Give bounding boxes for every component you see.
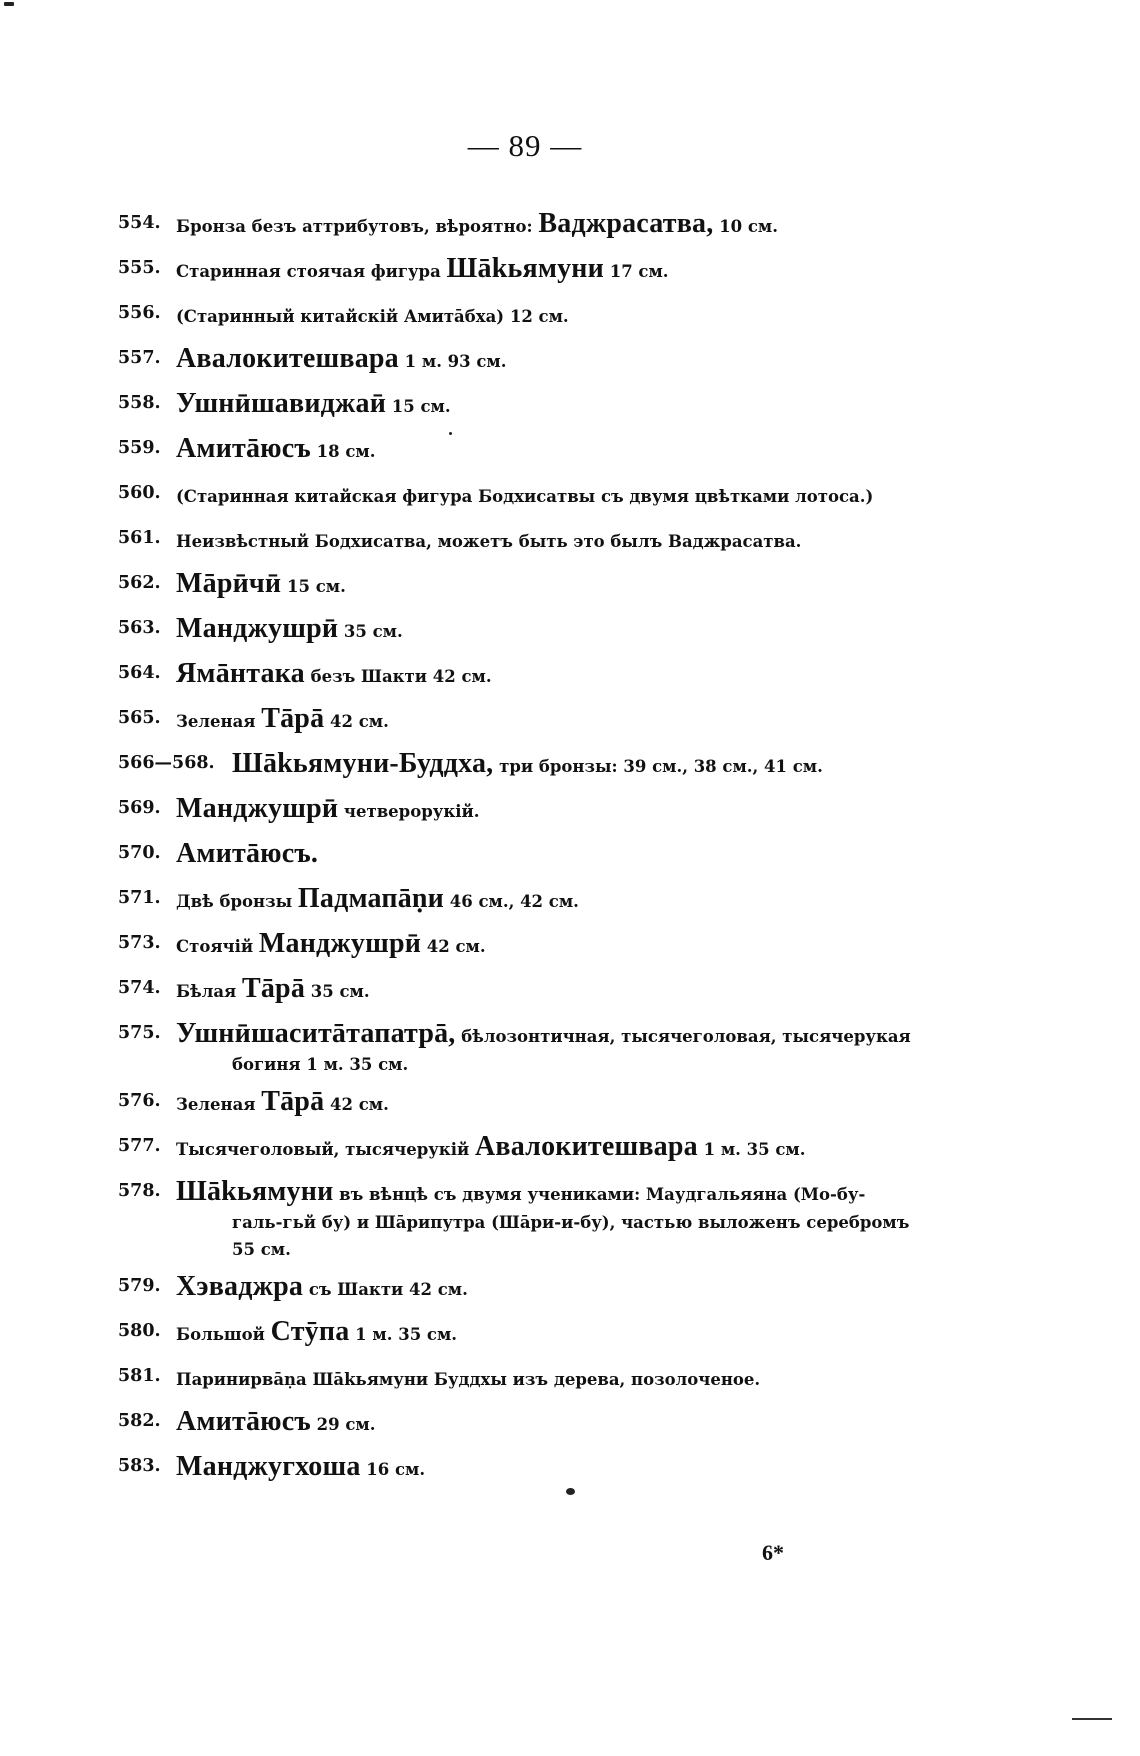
list-item: [118, 1408, 968, 1453]
list-item: [118, 750, 968, 795]
entry-number: 574.: [118, 978, 161, 998]
list-item: [118, 1020, 968, 1088]
entry-name: Тāрā: [261, 1086, 325, 1117]
list-item: [118, 570, 968, 615]
list-item: [118, 1178, 968, 1273]
entry-name: Манджушрӣ: [258, 928, 422, 959]
entry-text: безъ Шакти 42 см.: [304, 667, 492, 686]
entry-number: 560.: [118, 483, 161, 503]
entry-text: 42 см.: [324, 1095, 389, 1114]
list-item: [118, 1133, 968, 1178]
list-item: [118, 660, 968, 705]
list-item: [118, 300, 968, 345]
entry-text: Старинная стоячая фигура: [176, 262, 447, 281]
entry-number: 563.: [118, 618, 161, 638]
entry-text: Большой: [176, 1325, 271, 1344]
entry-text: 42 см.: [324, 712, 389, 731]
entry-text: (Старинный китайскій Амитāбха) 12 см.: [176, 307, 569, 326]
entry-name: Амитāюсъ: [176, 433, 311, 464]
page-number: — 89 —: [467, 128, 583, 163]
entry-number: 566—568.: [118, 753, 215, 773]
entry-name: Манджугхоша: [176, 1451, 361, 1482]
entry-number: 564.: [118, 663, 161, 683]
entry-number: 561.: [118, 528, 161, 548]
scan-speck: [4, 2, 14, 6]
entry-text: Бѣлая: [176, 982, 242, 1001]
entry-text: Стоячій: [176, 937, 259, 956]
entry-text: 16 см.: [360, 1460, 426, 1479]
entry-number: 583.: [118, 1456, 161, 1476]
entry-name: Стӯпа: [270, 1316, 350, 1347]
list-item: [118, 1363, 968, 1408]
list-item: [118, 930, 968, 975]
list-item: [118, 975, 968, 1020]
entry-text: четверорукій.: [338, 802, 480, 821]
entry-text: въ вѣнцѣ съ двумя учениками: Маудгальяяна (Мо-бу-: [333, 1185, 866, 1204]
list-item: [118, 345, 968, 390]
list-item: [118, 1273, 968, 1318]
entry-number: 575.: [118, 1023, 161, 1043]
entry-continuation: богиня 1 м. 35 см.: [232, 1055, 409, 1074]
entry-text: Зеленая: [176, 1095, 262, 1114]
entry-text: Неизвѣстный Бодхисатва, можетъ быть это былъ Ваджрасатва.: [176, 532, 802, 551]
list-item: [118, 255, 968, 300]
entry-text: Зеленая: [176, 712, 262, 731]
catalogue-entries: [118, 210, 968, 1498]
entry-number: 577.: [118, 1136, 161, 1156]
entry-text: 17 см.: [603, 262, 669, 281]
entry-number: 570.: [118, 843, 161, 863]
entry-text: (Старинная китайская фигура Бодхисатвы съ двумя цвѣтками лотоса.): [176, 487, 874, 506]
entry-text: три бронзы: 39 см., 38 см., 41 см.: [493, 757, 823, 776]
list-item: [118, 795, 968, 840]
entry-name: Манджушрӣ: [176, 793, 339, 824]
list-item: [118, 1318, 968, 1363]
entry-number: 576.: [118, 1091, 161, 1111]
list-item: [118, 705, 968, 750]
list-item: [118, 390, 968, 435]
entry-number: 558.: [118, 393, 161, 413]
entry-number: 557.: [118, 348, 161, 368]
list-item: [118, 435, 968, 480]
entry-name: Шākьямуни: [176, 1176, 334, 1207]
entry-text: 15 см.: [281, 577, 346, 596]
entry-number: 578.: [118, 1181, 161, 1201]
list-item: [118, 885, 968, 930]
list-item: [118, 840, 968, 885]
list-item: [118, 615, 968, 660]
entry-name: Ваджрасатва,: [538, 208, 714, 239]
list-item: [118, 210, 968, 255]
list-item: [118, 1453, 968, 1498]
entry-text: 35 см.: [305, 982, 370, 1001]
entry-continuation: 55 см.: [232, 1240, 291, 1259]
entry-name: Ушнӣшаситāтапатрā,: [176, 1018, 456, 1049]
entry-text: Бронза безъ аттрибутовъ, вѣроятно:: [176, 217, 539, 236]
entry-name: Авалокитешвара: [474, 1131, 698, 1162]
entry-number: 556.: [118, 303, 161, 323]
entry-number: 554.: [118, 213, 161, 233]
entry-name: Шākьямуни: [446, 253, 604, 284]
entry-name: Тāрā: [241, 973, 306, 1004]
printer-signature-mark: 6*: [762, 1540, 784, 1565]
entry-number: 579.: [118, 1276, 161, 1296]
entry-name: Мāрӣчӣ: [176, 568, 282, 599]
entry-name: Авалокитешвара: [176, 343, 399, 374]
entry-text: Тысячеголовый, тысячерукій: [176, 1140, 475, 1159]
list-item: [118, 1088, 968, 1133]
entry-text: съ Шакти 42 см.: [303, 1280, 468, 1299]
entry-text: 1 м. 35 см.: [697, 1140, 806, 1159]
entry-text: бѣлозонтичная, тысячеголовая, тысячерукая: [455, 1027, 911, 1046]
entry-name: Хэваджра: [176, 1271, 304, 1302]
scan-edge-mark: [1072, 1718, 1112, 1720]
entry-text: 46 см., 42 см.: [444, 892, 579, 911]
entry-text: 15 см.: [386, 397, 451, 416]
entry-number: 559.: [118, 438, 161, 458]
entry-continuation: галь-гьй бу) и Шāрипутра (Шāри-и-бу), частью выложенъ серебромъ: [232, 1213, 910, 1232]
entry-text: Паринирвāṇа Шākьямуни Буддхы изъ дерева, позолоченое.: [176, 1370, 761, 1389]
entry-name: Манджушрӣ: [176, 613, 339, 644]
scan-speck: [449, 432, 452, 435]
entry-text: 42 см.: [421, 937, 486, 956]
entry-number: 569.: [118, 798, 161, 818]
entry-number: 581.: [118, 1366, 161, 1386]
entry-text: 1 м. 93 см.: [398, 352, 507, 371]
entry-text: 35 см.: [338, 622, 403, 641]
entry-text: Двѣ бронзы: [176, 892, 298, 911]
entry-number: 571.: [118, 888, 161, 908]
entry-name: Падмапāṇи: [297, 883, 445, 914]
entry-text: 29 см.: [310, 1415, 376, 1434]
entry-name: Амитāюсъ: [176, 1406, 311, 1437]
entry-text: 10 см.: [713, 217, 779, 236]
entry-name: Ушнӣшавиджаӣ: [176, 388, 387, 419]
entry-text: 1 м. 35 см.: [349, 1325, 458, 1344]
scan-speck: [566, 1488, 575, 1495]
list-item: [118, 480, 968, 525]
entry-number: 562.: [118, 573, 161, 593]
entry-name: Тāрā: [261, 703, 325, 734]
list-item: [118, 525, 968, 570]
entry-number: 580.: [118, 1321, 161, 1341]
entry-number: 565.: [118, 708, 161, 728]
entry-name: Амитāюсъ.: [176, 838, 319, 869]
entry-number: 555.: [118, 258, 161, 278]
entry-number: 582.: [118, 1411, 161, 1431]
entry-name: Ямāнтака: [176, 658, 305, 689]
entry-text: 18 см.: [310, 442, 376, 461]
entry-name: Шākьямуни-Буддха,: [232, 748, 494, 779]
entry-number: 573.: [118, 933, 161, 953]
